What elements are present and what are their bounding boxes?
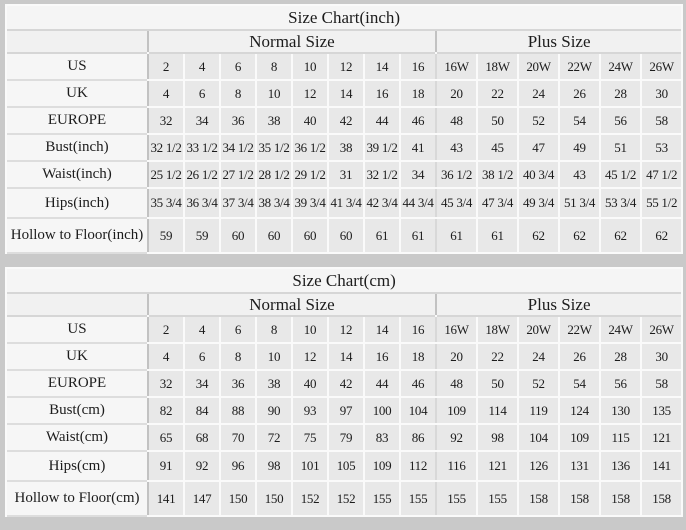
row-label: US bbox=[7, 317, 147, 342]
size-cell: 32 bbox=[149, 371, 183, 396]
size-cell: 24W bbox=[601, 54, 640, 79]
size-cell: 62 bbox=[642, 219, 681, 252]
size-cell: 100 bbox=[365, 398, 399, 423]
size-cell: 90 bbox=[257, 398, 291, 423]
table-row bbox=[7, 162, 681, 187]
corner-cell bbox=[7, 294, 147, 315]
size-cell: 45 bbox=[478, 135, 517, 160]
size-cell: 20W bbox=[519, 317, 558, 342]
size-cell: 44 bbox=[365, 371, 399, 396]
size-cell: 51 bbox=[601, 135, 640, 160]
size-cell: 50 bbox=[478, 371, 517, 396]
table-row bbox=[7, 31, 681, 52]
size-cell: 130 bbox=[601, 398, 640, 423]
size-cell: 60 bbox=[293, 219, 327, 252]
size-cell: 41 bbox=[401, 135, 435, 160]
size-cell: 27 1/2 bbox=[221, 162, 255, 187]
size-cell: 24W bbox=[601, 317, 640, 342]
size-cell: 47 bbox=[519, 135, 558, 160]
table-row bbox=[7, 6, 681, 29]
size-cell: 4 bbox=[149, 344, 183, 369]
size-cell: 22 bbox=[478, 344, 517, 369]
size-cell: 10 bbox=[257, 81, 291, 106]
size-cell: 98 bbox=[478, 425, 517, 450]
size-cell: 91 bbox=[149, 452, 183, 480]
size-cell: 56 bbox=[601, 108, 640, 133]
size-cell: 88 bbox=[221, 398, 255, 423]
size-cell: 42 bbox=[329, 371, 363, 396]
size-cell: 32 1/2 bbox=[149, 135, 183, 160]
row-label: US bbox=[7, 54, 147, 79]
size-cell: 116 bbox=[437, 452, 476, 480]
row-label: Hollow to Floor(inch) bbox=[7, 219, 147, 252]
size-cell: 141 bbox=[642, 452, 681, 480]
size-cell: 158 bbox=[519, 482, 558, 515]
table-row bbox=[7, 219, 681, 252]
size-cell: 51 3/4 bbox=[560, 189, 599, 217]
row-label: Bust(cm) bbox=[7, 398, 147, 423]
size-cell: 30 bbox=[642, 344, 681, 369]
size-cell: 36 3/4 bbox=[185, 189, 219, 217]
size-cell: 48 bbox=[437, 371, 476, 396]
size-cell: 61 bbox=[437, 219, 476, 252]
size-cell: 82 bbox=[149, 398, 183, 423]
size-cell: 34 1/2 bbox=[221, 135, 255, 160]
size-cell: 16 bbox=[401, 317, 435, 342]
size-cell: 26W bbox=[642, 317, 681, 342]
size-cell: 14 bbox=[329, 81, 363, 106]
size-cell: 141 bbox=[149, 482, 183, 515]
size-cell: 18W bbox=[478, 317, 517, 342]
size-chart-inch-table bbox=[5, 4, 683, 254]
row-label: UK bbox=[7, 81, 147, 106]
size-cell: 26 1/2 bbox=[185, 162, 219, 187]
size-cell: 53 3/4 bbox=[601, 189, 640, 217]
size-cell: 8 bbox=[257, 54, 291, 79]
size-cell: 36 1/2 bbox=[293, 135, 327, 160]
size-cell: 152 bbox=[329, 482, 363, 515]
table-row bbox=[7, 81, 681, 106]
size-cell: 42 bbox=[329, 108, 363, 133]
table-row bbox=[7, 425, 681, 450]
size-cell: 4 bbox=[185, 54, 219, 79]
table-row bbox=[7, 371, 681, 396]
size-cell: 35 1/2 bbox=[257, 135, 291, 160]
size-cell: 61 bbox=[478, 219, 517, 252]
normal-size-header: Normal Size bbox=[149, 294, 435, 315]
size-cell: 75 bbox=[293, 425, 327, 450]
size-cell: 8 bbox=[221, 81, 255, 106]
size-cell: 35 3/4 bbox=[149, 189, 183, 217]
size-cell: 24 bbox=[519, 81, 558, 106]
size-cell: 46 bbox=[401, 108, 435, 133]
size-cell: 109 bbox=[365, 452, 399, 480]
size-cell: 28 bbox=[601, 344, 640, 369]
size-cell: 33 1/2 bbox=[185, 135, 219, 160]
size-cell: 158 bbox=[560, 482, 599, 515]
size-cell: 16 bbox=[365, 344, 399, 369]
size-cell: 6 bbox=[221, 54, 255, 79]
table-row bbox=[7, 344, 681, 369]
size-cell: 155 bbox=[437, 482, 476, 515]
size-cell: 84 bbox=[185, 398, 219, 423]
size-cell: 49 bbox=[560, 135, 599, 160]
table-row bbox=[7, 398, 681, 423]
size-cell: 104 bbox=[519, 425, 558, 450]
size-cell: 42 3/4 bbox=[365, 189, 399, 217]
table-row bbox=[7, 482, 681, 515]
table-row bbox=[7, 189, 681, 217]
row-label: EUROPE bbox=[7, 108, 147, 133]
size-cell: 105 bbox=[329, 452, 363, 480]
table-row bbox=[7, 269, 681, 292]
size-cell: 34 bbox=[185, 108, 219, 133]
size-cell: 31 bbox=[329, 162, 363, 187]
size-cell: 32 1/2 bbox=[365, 162, 399, 187]
size-cell: 22 bbox=[478, 81, 517, 106]
size-cell: 26W bbox=[642, 54, 681, 79]
size-cell: 155 bbox=[478, 482, 517, 515]
table-title: Size Chart(inch) bbox=[7, 6, 681, 29]
size-cell: 121 bbox=[478, 452, 517, 480]
size-cell: 62 bbox=[519, 219, 558, 252]
size-cell: 22W bbox=[560, 54, 599, 79]
size-cell: 14 bbox=[365, 317, 399, 342]
size-cell: 158 bbox=[642, 482, 681, 515]
size-cell: 38 bbox=[257, 371, 291, 396]
size-cell: 16 bbox=[401, 54, 435, 79]
size-cell: 97 bbox=[329, 398, 363, 423]
size-cell: 114 bbox=[478, 398, 517, 423]
size-cell: 10 bbox=[293, 317, 327, 342]
size-cell: 12 bbox=[329, 317, 363, 342]
size-cell: 121 bbox=[642, 425, 681, 450]
size-cell: 62 bbox=[560, 219, 599, 252]
size-chart-cm-table bbox=[5, 267, 683, 517]
size-cell: 92 bbox=[185, 452, 219, 480]
size-cell: 44 bbox=[365, 108, 399, 133]
size-cell: 150 bbox=[257, 482, 291, 515]
size-cell: 41 3/4 bbox=[329, 189, 363, 217]
size-cell: 109 bbox=[560, 425, 599, 450]
size-cell: 10 bbox=[257, 344, 291, 369]
size-cell: 6 bbox=[185, 81, 219, 106]
size-cell: 2 bbox=[149, 54, 183, 79]
size-cell: 25 1/2 bbox=[149, 162, 183, 187]
row-label: Bust(inch) bbox=[7, 135, 147, 160]
size-cell: 2 bbox=[149, 317, 183, 342]
row-label: Waist(inch) bbox=[7, 162, 147, 187]
size-cell: 54 bbox=[560, 371, 599, 396]
size-cell: 155 bbox=[401, 482, 435, 515]
size-cell: 40 bbox=[293, 108, 327, 133]
size-cell: 32 bbox=[149, 108, 183, 133]
size-cell: 101 bbox=[293, 452, 327, 480]
size-cell: 38 bbox=[329, 135, 363, 160]
size-cell: 126 bbox=[519, 452, 558, 480]
size-cell: 28 1/2 bbox=[257, 162, 291, 187]
size-cell: 104 bbox=[401, 398, 435, 423]
size-cell: 26 bbox=[560, 344, 599, 369]
size-cell: 56 bbox=[601, 371, 640, 396]
size-cell: 14 bbox=[329, 344, 363, 369]
size-cell: 55 1/2 bbox=[642, 189, 681, 217]
size-cell: 36 bbox=[221, 108, 255, 133]
size-cell: 79 bbox=[329, 425, 363, 450]
size-cell: 52 bbox=[519, 108, 558, 133]
plus-size-header: Plus Size bbox=[437, 294, 681, 315]
size-cell: 34 bbox=[401, 162, 435, 187]
row-label: Waist(cm) bbox=[7, 425, 147, 450]
size-cell: 38 bbox=[257, 108, 291, 133]
row-label: EUROPE bbox=[7, 371, 147, 396]
size-cell: 46 bbox=[401, 371, 435, 396]
size-cell: 119 bbox=[519, 398, 558, 423]
size-cell: 60 bbox=[329, 219, 363, 252]
size-cell: 20 bbox=[437, 81, 476, 106]
table-row bbox=[7, 108, 681, 133]
size-cell: 49 3/4 bbox=[519, 189, 558, 217]
size-cell: 54 bbox=[560, 108, 599, 133]
size-cell: 18W bbox=[478, 54, 517, 79]
size-cell: 34 bbox=[185, 371, 219, 396]
size-cell: 158 bbox=[601, 482, 640, 515]
row-label: Hips(inch) bbox=[7, 189, 147, 217]
size-cell: 30 bbox=[642, 81, 681, 106]
size-cell: 62 bbox=[601, 219, 640, 252]
size-cell: 72 bbox=[257, 425, 291, 450]
size-cell: 18 bbox=[401, 344, 435, 369]
size-cell: 14 bbox=[365, 54, 399, 79]
size-cell: 40 bbox=[293, 371, 327, 396]
size-cell: 135 bbox=[642, 398, 681, 423]
row-label: Hips(cm) bbox=[7, 452, 147, 480]
row-label: UK bbox=[7, 344, 147, 369]
size-cell: 20W bbox=[519, 54, 558, 79]
table-row bbox=[7, 317, 681, 342]
size-cell: 8 bbox=[221, 344, 255, 369]
size-cell: 16 bbox=[365, 81, 399, 106]
size-cell: 45 3/4 bbox=[437, 189, 476, 217]
size-cell: 147 bbox=[185, 482, 219, 515]
size-cell: 16W bbox=[437, 54, 476, 79]
size-cell: 83 bbox=[365, 425, 399, 450]
size-cell: 58 bbox=[642, 108, 681, 133]
size-cell: 93 bbox=[293, 398, 327, 423]
size-cell: 16W bbox=[437, 317, 476, 342]
size-cell: 12 bbox=[329, 54, 363, 79]
size-cell: 6 bbox=[185, 344, 219, 369]
size-cell: 61 bbox=[365, 219, 399, 252]
size-cell: 39 1/2 bbox=[365, 135, 399, 160]
table-title: Size Chart(cm) bbox=[7, 269, 681, 292]
size-cell: 112 bbox=[401, 452, 435, 480]
size-cell: 65 bbox=[149, 425, 183, 450]
table-row bbox=[7, 294, 681, 315]
size-cell: 40 3/4 bbox=[519, 162, 558, 187]
size-cell: 86 bbox=[401, 425, 435, 450]
size-cell: 124 bbox=[560, 398, 599, 423]
size-cell: 96 bbox=[221, 452, 255, 480]
size-cell: 12 bbox=[293, 344, 327, 369]
size-cell: 26 bbox=[560, 81, 599, 106]
size-cell: 152 bbox=[293, 482, 327, 515]
size-cell: 37 3/4 bbox=[221, 189, 255, 217]
size-cell: 60 bbox=[221, 219, 255, 252]
size-cell: 47 1/2 bbox=[642, 162, 681, 187]
size-cell: 38 1/2 bbox=[478, 162, 517, 187]
size-cell: 131 bbox=[560, 452, 599, 480]
size-cell: 8 bbox=[257, 317, 291, 342]
size-cell: 18 bbox=[401, 81, 435, 106]
size-cell: 6 bbox=[221, 317, 255, 342]
size-cell: 4 bbox=[185, 317, 219, 342]
table-row bbox=[7, 135, 681, 160]
size-cell: 48 bbox=[437, 108, 476, 133]
size-cell: 92 bbox=[437, 425, 476, 450]
row-label: Hollow to Floor(cm) bbox=[7, 482, 147, 515]
normal-size-header: Normal Size bbox=[149, 31, 435, 52]
size-cell: 150 bbox=[221, 482, 255, 515]
size-cell: 59 bbox=[149, 219, 183, 252]
size-cell: 115 bbox=[601, 425, 640, 450]
size-cell: 61 bbox=[401, 219, 435, 252]
size-cell: 28 bbox=[601, 81, 640, 106]
size-cell: 45 1/2 bbox=[601, 162, 640, 187]
size-cell: 39 3/4 bbox=[293, 189, 327, 217]
size-cell: 12 bbox=[293, 81, 327, 106]
size-cell: 36 bbox=[221, 371, 255, 396]
size-cell: 60 bbox=[257, 219, 291, 252]
size-cell: 136 bbox=[601, 452, 640, 480]
size-cell: 58 bbox=[642, 371, 681, 396]
size-cell: 44 3/4 bbox=[401, 189, 435, 217]
size-cell: 70 bbox=[221, 425, 255, 450]
size-cell: 59 bbox=[185, 219, 219, 252]
size-cell: 22W bbox=[560, 317, 599, 342]
size-cell: 53 bbox=[642, 135, 681, 160]
size-cell: 52 bbox=[519, 371, 558, 396]
size-cell: 68 bbox=[185, 425, 219, 450]
size-cell: 38 3/4 bbox=[257, 189, 291, 217]
plus-size-header: Plus Size bbox=[437, 31, 681, 52]
size-cell: 36 1/2 bbox=[437, 162, 476, 187]
size-cell: 10 bbox=[293, 54, 327, 79]
size-cell: 155 bbox=[365, 482, 399, 515]
size-cell: 98 bbox=[257, 452, 291, 480]
size-cell: 29 1/2 bbox=[293, 162, 327, 187]
size-cell: 4 bbox=[149, 81, 183, 106]
table-row bbox=[7, 452, 681, 480]
size-cell: 43 bbox=[560, 162, 599, 187]
size-cell: 109 bbox=[437, 398, 476, 423]
size-cell: 50 bbox=[478, 108, 517, 133]
size-cell: 47 3/4 bbox=[478, 189, 517, 217]
size-cell: 24 bbox=[519, 344, 558, 369]
size-cell: 43 bbox=[437, 135, 476, 160]
table-row bbox=[7, 54, 681, 79]
size-cell: 20 bbox=[437, 344, 476, 369]
corner-cell bbox=[7, 31, 147, 52]
